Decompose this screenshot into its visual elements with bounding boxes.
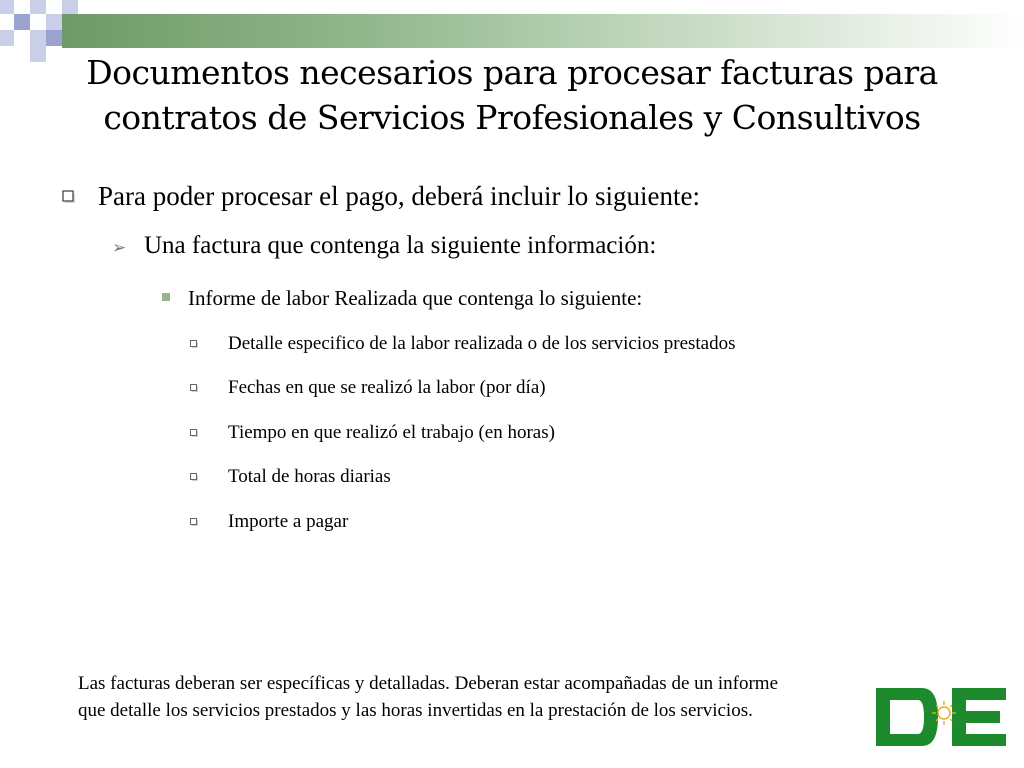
header-gradient-bar [62, 14, 1024, 48]
slide-title [40, 50, 984, 140]
header-square [46, 30, 62, 46]
bullet-level-4 [190, 333, 736, 355]
hollow-square-bullet-icon [190, 340, 198, 348]
bullet-level-4 [190, 466, 391, 488]
de-logo-icon [872, 684, 1012, 750]
header-square [30, 30, 46, 46]
title-line: Documentos necesarios para procesar facturas para [86, 53, 938, 92]
footer-line: que detalle los servicios prestados y las horas invertidas en la prestación de los servicios. [78, 700, 753, 721]
header-square [0, 0, 14, 14]
header-square [30, 0, 46, 14]
bullet-level-1 [62, 181, 700, 212]
bullet-text: Importe a pagar [228, 511, 349, 532]
bullet-text: Para poder procesar el pago, deberá incluir lo siguiente: [98, 181, 701, 211]
bullet-text: Detalle especifico de la labor realizada o de los servicios prestados [228, 333, 736, 354]
bullet-level-4 [190, 511, 348, 533]
bullet-level-4 [190, 377, 546, 399]
arrow-bullet-icon: ➢ [112, 238, 127, 257]
bullet-text: Informe de labor Realizada que contenga lo siguiente: [188, 286, 643, 310]
hollow-square-bullet-icon [190, 429, 198, 437]
header-square [14, 14, 30, 30]
header-square [46, 14, 62, 30]
bullet-text: Fechas en que se realizó la labor (por día) [228, 377, 546, 398]
hollow-square-bullet-icon [190, 518, 198, 526]
hollow-square-bullet-icon [190, 473, 198, 481]
bullet-level-4 [190, 422, 555, 444]
footer-note [78, 670, 868, 724]
bullet-level-2 [112, 232, 656, 260]
header-square [0, 30, 14, 46]
footer-line: Las facturas deberan ser específicas y detalladas. Deberan estar acompañadas de un informe [78, 673, 779, 694]
hollow-square-bullet-icon [190, 384, 198, 392]
bullet-text: Tiempo en que realizó el trabajo (en horas) [228, 422, 555, 443]
bullet-text: Total de horas diarias [228, 466, 391, 487]
square-bullet-icon [162, 293, 170, 301]
header-square [62, 0, 78, 14]
bullet-text: Una factura que contenga la siguiente información: [144, 232, 657, 259]
title-line: contratos de Servicios Profesionales y Consultivos [103, 98, 921, 137]
bullet-level-3 [162, 286, 642, 311]
hollow-square-bullet-icon [62, 190, 76, 204]
